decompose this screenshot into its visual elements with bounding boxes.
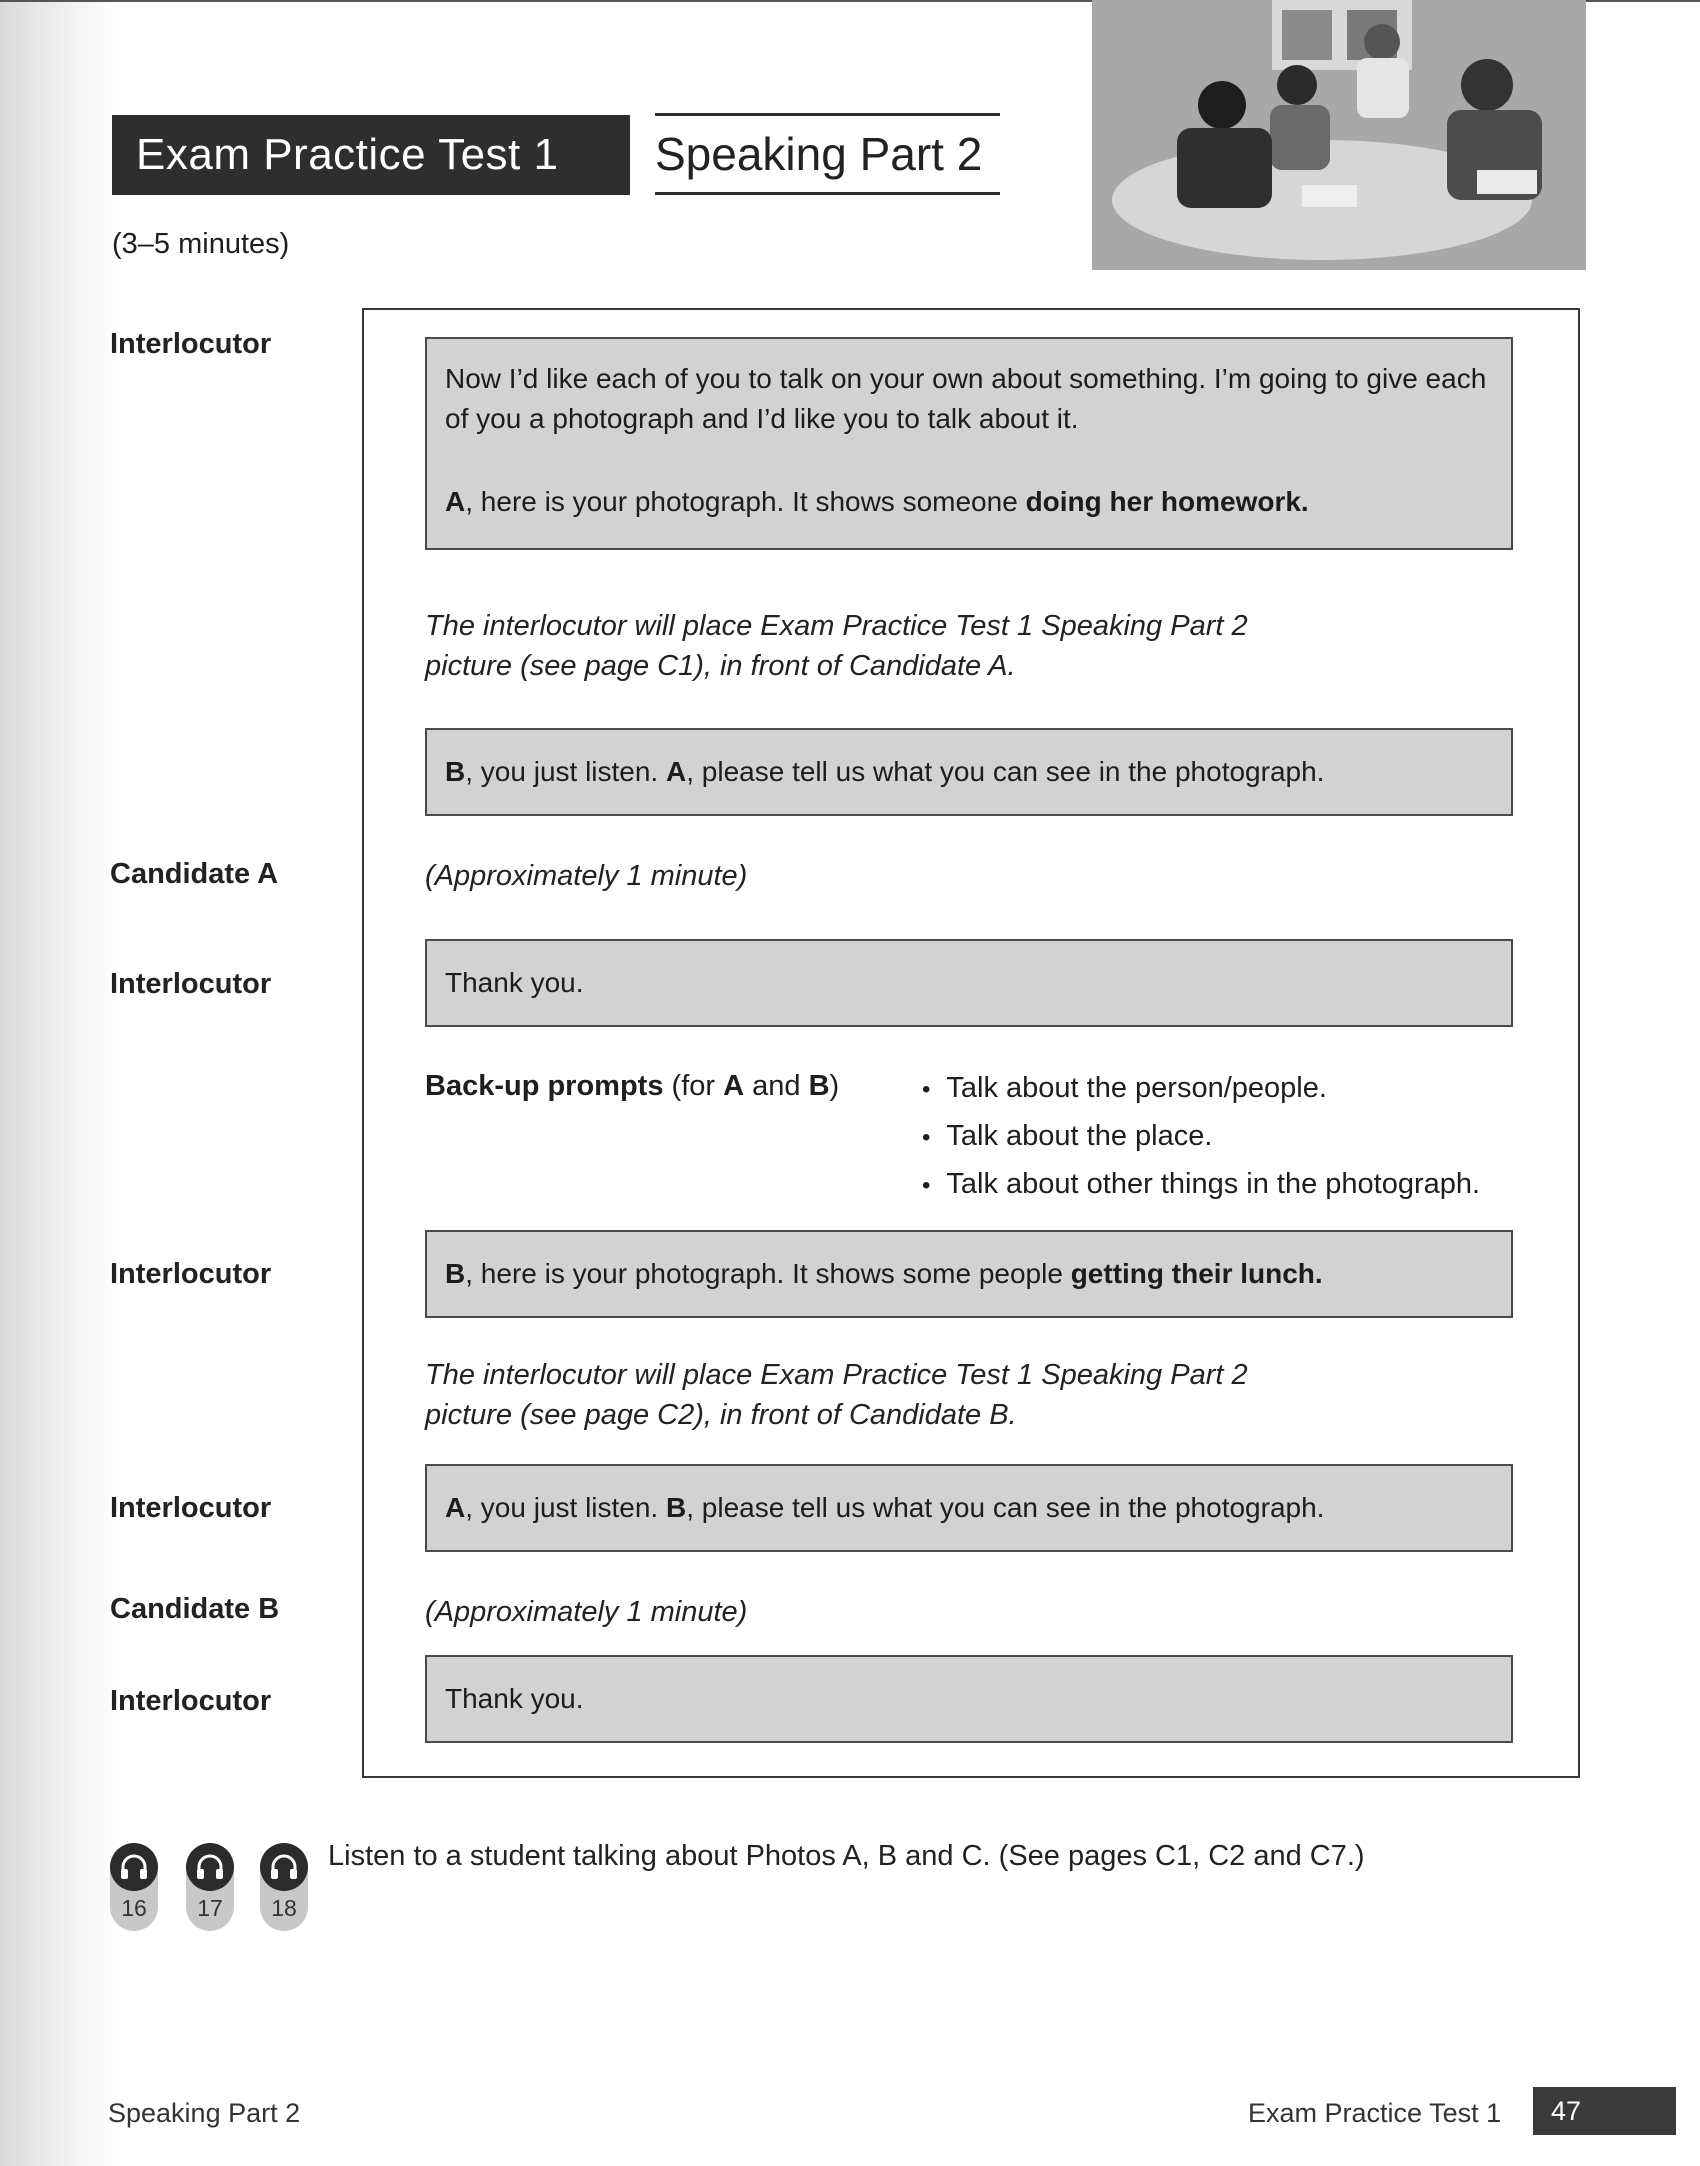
speaker-label: Candidate B [110, 1593, 280, 1625]
headphones-icon [260, 1843, 308, 1891]
speaker-label: Interlocutor [110, 1492, 272, 1524]
candidate-letter: B [808, 1070, 830, 1102]
part-title: Speaking Part 2 [655, 113, 1000, 195]
speaker-label: Interlocutor [110, 968, 272, 1000]
thank-you-box-1 [425, 939, 1513, 1027]
speaker-label: Candidate A [110, 858, 279, 890]
stage-note-a: The interlocutor will place Exam Practice Test 1 Speaking Part 2 picture (see page C1), in front of Candidate A. [425, 610, 1248, 682]
speaker-label: Interlocutor [110, 328, 272, 360]
headphones-icon [186, 1843, 234, 1891]
backup-text: ) [829, 1070, 840, 1102]
candidate-letter: A [666, 756, 687, 787]
listen-text: , please tell us what you can see in the photograph. [686, 1492, 1325, 1523]
candidate-letter: B [445, 756, 466, 787]
interlocutor-intro-box [425, 337, 1513, 550]
track-number: 18 [271, 1895, 297, 1921]
timing-note-b: (Approximately 1 minute) [425, 1596, 748, 1628]
interlocutor-intro-b-box [425, 1230, 1513, 1318]
listen-instruction: Listen to a student talking about Photos A, B and C. (See pages C1, C2 and C7.) [328, 1840, 1365, 1872]
footer-section-title: Speaking Part 2 [108, 2098, 301, 2128]
headphones-icon [110, 1843, 158, 1891]
intro-candidate-a [445, 482, 1493, 522]
audio-track[interactable] [184, 1843, 236, 1931]
prompt-item: • Talk about the person/people. [922, 1065, 1480, 1113]
thank-you-text: Thank you. [445, 967, 584, 998]
intro-a-topic: doing her homework. [1025, 486, 1309, 517]
intro-text: Now I’d like each of you to talk on your own about something. I’m going to give each of you a photograph and I’d like you to talk about it. [445, 363, 1487, 434]
listen-text: , you just listen. [465, 1492, 666, 1523]
prompt-item: • Talk about the place. [922, 1113, 1480, 1161]
audio-track[interactable] [108, 1843, 160, 1931]
audio-tracks [108, 1843, 308, 1943]
prompt-item: • Talk about other things in the photograph. [922, 1161, 1480, 1209]
thank-you-box-2 [425, 1655, 1513, 1743]
candidate-letter: A [445, 486, 466, 517]
backup-prompts-label [425, 1070, 839, 1103]
intro-a-text: , here is your photograph. It shows someone [465, 486, 1026, 517]
backup-prompts-list [922, 1065, 1480, 1209]
intro-b-text: , here is your photograph. It shows some people [465, 1258, 1071, 1289]
intro-b-topic: getting their lunch. [1070, 1258, 1323, 1289]
backup-text: (for [663, 1070, 724, 1102]
candidate-letter: A [723, 1070, 745, 1102]
backup-text: and [744, 1070, 809, 1102]
backup-prompts-heading: Back-up prompts [425, 1070, 664, 1102]
candidate-letter: B [445, 1258, 466, 1289]
duration-note: (3–5 minutes) [112, 228, 290, 260]
stage-note-b: The interlocutor will place Exam Practice Test 1 Speaking Part 2 picture (see page C2), in front of Candidate B. [425, 1359, 1248, 1431]
listen-instruction-b [425, 1464, 1513, 1552]
test-title-banner: Exam Practice Test 1 [112, 115, 630, 195]
audio-track[interactable] [258, 1843, 310, 1931]
footer-test-title: Exam Practice Test 1 [1248, 2098, 1502, 2128]
listen-text: , you just listen. [465, 756, 666, 787]
classroom-photo [1092, 0, 1586, 270]
listen-instruction-a [425, 728, 1513, 816]
track-number: 16 [121, 1895, 147, 1921]
page-number: 47 [1533, 2087, 1676, 2135]
listen-text: , please tell us what you can see in the photograph. [686, 756, 1325, 787]
track-number: 17 [197, 1895, 223, 1921]
candidate-letter: B [666, 1492, 687, 1523]
book-spine-shadow [0, 0, 120, 2166]
timing-note-a: (Approximately 1 minute) [425, 860, 748, 892]
thank-you-text: Thank you. [445, 1683, 584, 1714]
speaker-label: Interlocutor [110, 1685, 272, 1717]
candidate-letter: A [445, 1492, 466, 1523]
speaker-label: Interlocutor [110, 1258, 272, 1290]
